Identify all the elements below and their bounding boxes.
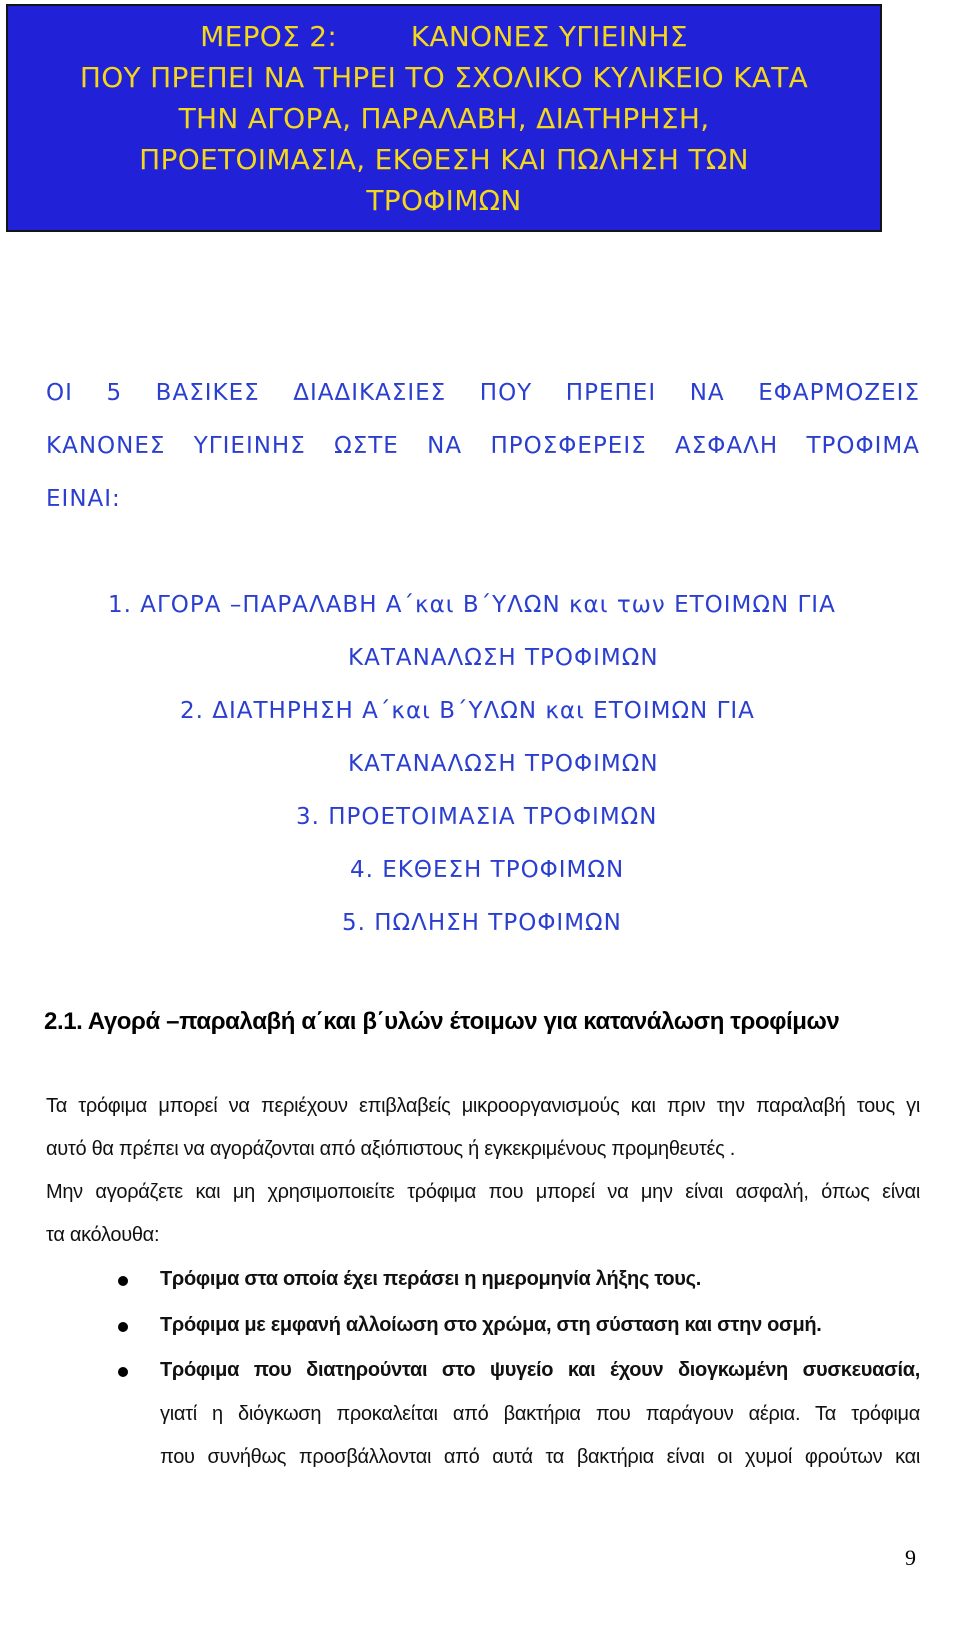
bullet-dot: [118, 1322, 128, 1332]
process-item-2-cont: ΚΑΤΑΝΑΛΩΣΗ ΤΡΟΦΙΜΩΝ: [348, 751, 659, 777]
process-item-1-cont: ΚΑΤΑΝΑΛΩΣΗ ΤΡΟΦΙΜΩΝ: [348, 645, 659, 671]
bullet-dot: [118, 1367, 128, 1377]
bullet-item-3-cont-1: γιατί η διόγκωση προκαλείται από βακτήρια που παράγουν αέρια. Τα τρόφιμα: [160, 1403, 920, 1425]
para2-line-2: τα ακόλουθα:: [46, 1224, 160, 1246]
title-line-1: ΜΕΡΟΣ 2: ΚΑΝΟΝΕΣ ΥΓΙΕΙΝΗΣ: [200, 19, 688, 53]
bullet-item-3: Τρόφιμα που διατηρούνται στο ψυγείο και έχουν διογκωμένη συσκευασία,: [160, 1359, 920, 1381]
bullet-item-3-cont-2: που συνήθως προσβάλλονται από αυτά τα βακτήρια είναι οι χυμοί φρούτων και: [160, 1446, 920, 1468]
title-line-2: ΠΟΥ ΠΡΕΠΕΙ ΝΑ ΤΗΡΕΙ ΤΟ ΣΧΟΛΙΚΟ ΚΥΛΙΚΕΙΟ ΚΑΤΑ: [79, 60, 809, 94]
title-line-3: ΤΗΝ ΑΓΟΡΑ, ΠΑΡΑΛΑΒΗ, ΔΙΑΤΗΡΗΣΗ,: [178, 101, 710, 135]
bullet-dot: [118, 1276, 128, 1286]
title-line-5: ΤΡΟΦΙΜΩΝ: [366, 183, 522, 217]
para2-line-1: Μην αγοράζετε και μη χρησιμοποιείτε τρόφιμα που μπορεί να μην είναι ασφαλή, όπως είναι: [46, 1181, 920, 1203]
bullet-item-2: Τρόφιμα με εμφανή αλλοίωση στο χρώμα, στη σύσταση και στην οσμή.: [160, 1314, 822, 1336]
title-line-4: ΠΡΟΕΤΟΙΜΑΣΙΑ, ΕΚΘΕΣΗ ΚΑΙ ΠΩΛΗΣΗ ΤΩΝ: [139, 142, 749, 176]
process-item-2: 2. ΔΙΑΤΗΡΗΣΗ Α΄και Β΄ΥΛΩΝ και ΕΤΟΙΜΩΝ ΓΙΑ: [180, 698, 755, 724]
intro-line-3: ΕΙΝΑΙ:: [46, 486, 121, 512]
intro-line-2: ΚΑΝΟΝΕΣ ΥΓΙΕΙΝΗΣ ΩΣΤΕ ΝΑ ΠΡΟΣΦΕΡΕΙΣ ΑΣΦΑΛΗ ΤΡΟΦΙΜΑ: [46, 433, 920, 459]
process-item-5: 5. ΠΩΛΗΣΗ ΤΡΟΦΙΜΩΝ: [342, 910, 622, 936]
process-item-1: 1. ΑΓΟΡΑ –ΠΑΡΑΛΑΒΗ Α΄και Β΄ΥΛΩΝ και των ΕΤΟΙΜΩΝ ΓΙΑ: [108, 592, 836, 618]
bullet-item-1: Τρόφιμα στα οποία έχει περάσει η ημερομηνία λήξης τους.: [160, 1268, 702, 1290]
para1-line-2: αυτό θα πρέπει να αγοράζονται από αξιόπιστους ή εγκεκριμένους προμηθευτές .: [46, 1138, 735, 1160]
title-box: [6, 4, 882, 232]
page-number: 9: [905, 1545, 916, 1570]
process-item-4: 4. ΕΚΘΕΣΗ ΤΡΟΦΙΜΩΝ: [350, 857, 625, 883]
para1-line-1: Τα τρόφιμα μπορεί να περιέχουν επιβλαβείς μικροοργανισμούς και πριν την παραλαβή τους γι: [46, 1095, 920, 1117]
intro-line-1: ΟΙ 5 ΒΑΣΙΚΕΣ ΔΙΑΔΙΚΑΣΙΕΣ ΠΟΥ ΠΡΕΠΕΙ ΝΑ ΕΦΑΡΜΟΖΕΙΣ: [46, 380, 920, 406]
process-item-3: 3. ΠΡΟΕΤΟΙΜΑΣΙΑ ΤΡΟΦΙΜΩΝ: [296, 804, 658, 830]
section-heading: 2.1. Αγορά –παραλαβή α΄και β΄υλών έτοιμων για κατανάλωση τροφίμων: [44, 1008, 840, 1035]
